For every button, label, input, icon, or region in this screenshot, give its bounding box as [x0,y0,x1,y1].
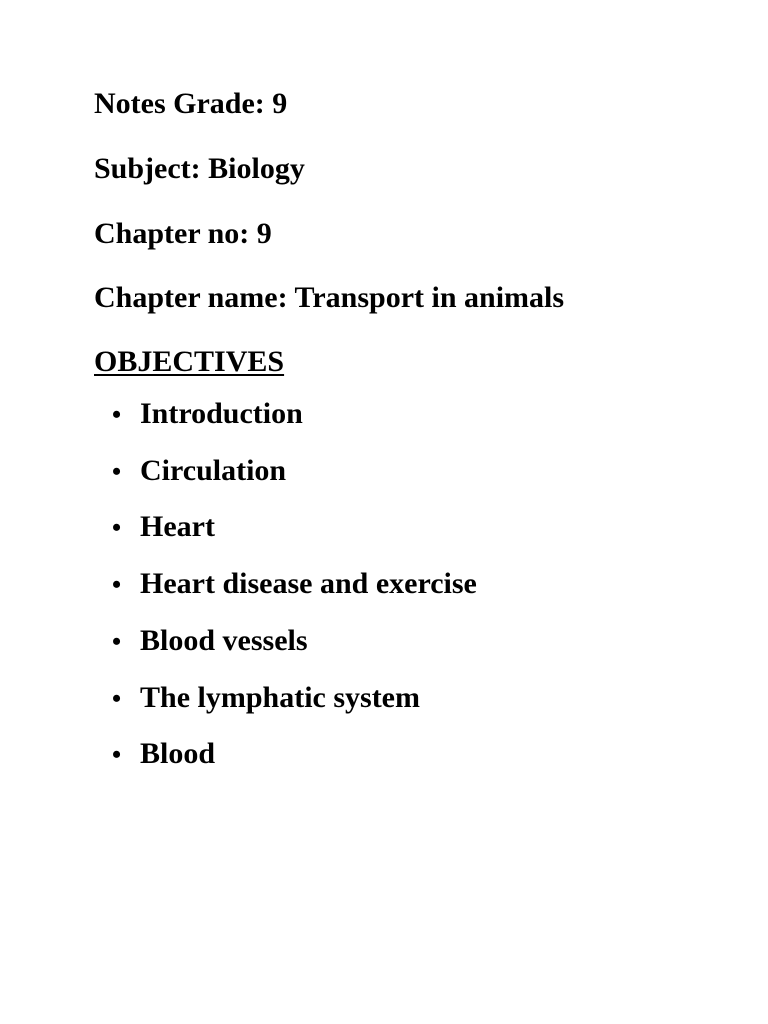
objective-label: Blood vessels [140,624,308,657]
objective-label: Blood [140,737,216,770]
objective-label: Introduction [140,397,303,430]
objective-label: The lymphatic system [140,681,420,714]
objective-item [112,453,286,490]
objective-item [112,623,308,660]
bullet-icon: • [112,684,122,713]
objective-label: Heart disease and exercise [140,567,477,600]
objective-item [112,509,215,546]
bullet-icon: • [112,627,122,656]
objective-item [112,396,303,433]
objectives-heading: OBJECTIVES [94,345,285,378]
bullet-icon: • [112,740,122,769]
bullet-icon: • [112,457,122,486]
bullet-icon: • [112,513,122,542]
objective-item [112,680,420,717]
objective-item [112,566,477,603]
bullet-icon: • [112,570,122,599]
objective-label: Heart [140,510,215,543]
subject-line: Subject: Biology [94,152,305,185]
objective-item [112,736,215,773]
chapter-number-line: Chapter no: 9 [94,217,272,250]
bullet-icon: • [112,400,122,429]
chapter-name-line: Chapter name: Transport in animals [94,281,565,314]
objective-label: Circulation [140,454,287,487]
grade-line: Notes Grade: 9 [94,87,288,120]
